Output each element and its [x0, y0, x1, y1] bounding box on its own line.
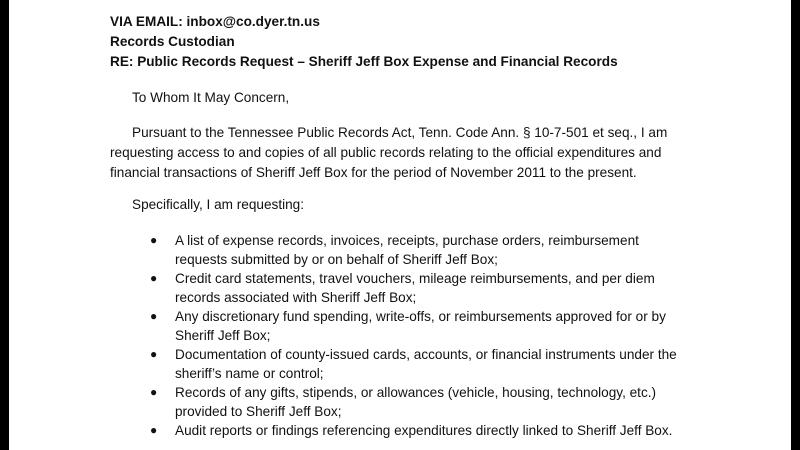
list-item-text: Credit card statements, travel vouchers, mileage reimbursements, and per diem: [175, 271, 655, 286]
list-item: [150, 307, 677, 345]
list-item-text: Records of any gifts, stipends, or allowances (vehicle, housing, technology, etc.): [175, 385, 657, 400]
list-item: [150, 345, 677, 383]
via-email-line: VIA EMAIL: inbox@co.dyer.tn.us: [110, 14, 320, 29]
intro-line: financial transactions of Sheriff Jeff Box for the period of November 2011 to the present.: [110, 165, 637, 180]
list-item-text: Sheriff Jeff Box;: [175, 328, 271, 343]
salutation: To Whom It May Concern,: [132, 90, 290, 105]
recipient-line: Records Custodian: [110, 34, 235, 49]
letter-header: [110, 12, 618, 72]
request-list: [150, 231, 677, 440]
list-item-text: requests submitted by or on behalf of Sheriff Jeff Box;: [175, 252, 498, 267]
list-item-text: provided to Sheriff Jeff Box;: [175, 404, 342, 419]
intro-line: requesting access to and copies of all public records relating to the official expenditures and: [110, 145, 662, 160]
list-item-text: sheriff’s name or control;: [175, 366, 324, 381]
list-item: [150, 269, 677, 307]
left-border: [0, 0, 9, 450]
bullet-icon: ●: [150, 385, 158, 399]
list-item-text: Any discretionary fund spending, write-offs, or reimbursements approved for or by: [175, 309, 666, 324]
bullet-icon: ●: [150, 423, 158, 437]
bullet-icon: ●: [150, 271, 158, 285]
list-item-text: Documentation of county-issued cards, accounts, or financial instruments under the: [175, 347, 677, 362]
bullet-icon: ●: [150, 309, 158, 323]
bullet-icon: ●: [150, 347, 158, 361]
list-item-text: records associated with Sheriff Jeff Box;: [175, 290, 417, 305]
list-item: [150, 231, 677, 269]
specifically-line: Specifically, I am requesting:: [132, 197, 305, 212]
list-item-text: Audit reports or findings referencing expenditures directly linked to Sheriff Jeff Box.: [175, 423, 673, 438]
intro-line: Pursuant to the Tennessee Public Records Act, Tenn. Code Ann. § 10-7-501 et seq., I am: [132, 125, 668, 140]
intro-paragraph: [110, 123, 690, 183]
right-border: [791, 0, 800, 450]
list-item-text: A list of expense records, invoices, receipts, purchase orders, reimbursement: [175, 233, 639, 248]
bullet-icon: ●: [150, 233, 158, 247]
list-item: [150, 383, 677, 421]
list-item: [150, 421, 677, 440]
subject-line: RE: Public Records Request – Sheriff Jeff Box Expense and Financial Records: [110, 54, 618, 69]
